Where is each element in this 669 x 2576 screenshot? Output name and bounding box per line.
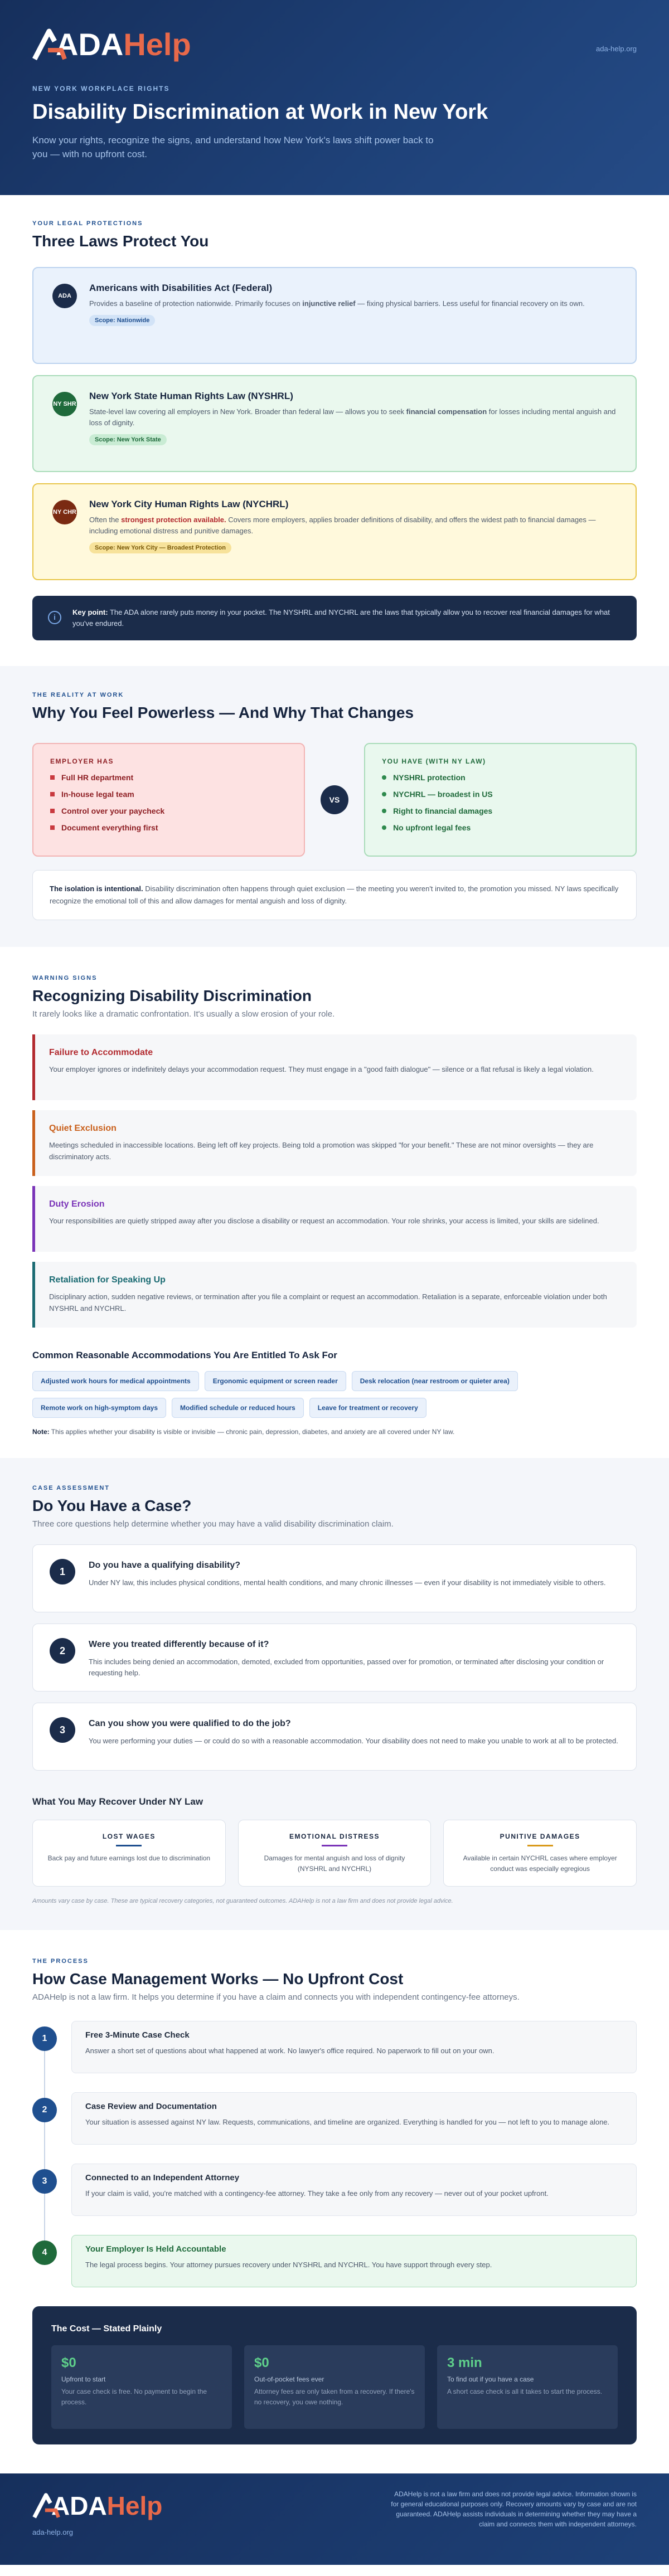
section-label: THE REALITY AT WORK: [32, 692, 124, 698]
cost-text: Your case check is free. No payment to begin the process.: [61, 2388, 207, 2406]
step-text: Answer a short set of questions about what happened at work. No lawyer's office required. No paperwork to fill out on your own.: [85, 2047, 495, 2055]
cost-value: 3 min: [447, 2355, 482, 2370]
law-card-nyshrl: [32, 375, 637, 472]
step-number: 1: [32, 2026, 57, 2051]
hero-title: Disability Discrimination at Work in New York: [32, 100, 488, 124]
list-item: No upfront legal fees: [382, 823, 619, 832]
cost-panel: [32, 2306, 637, 2444]
vs-badge: VS: [321, 785, 348, 814]
section-title: Three Laws Protect You: [32, 232, 209, 250]
accommodation-chip: Remote work on high-symptom days: [32, 1398, 166, 1418]
recover-underline: [322, 1845, 347, 1846]
site-link[interactable]: ada-help.org: [596, 45, 637, 53]
cost-value: $0: [61, 2355, 76, 2370]
question-text: This includes being denied an accommodation, demoted, excluded from opportunities, passed over for promotion, or terminated after disclosing your condition or requesting help.: [89, 1658, 604, 1677]
bullet-icon: [50, 809, 55, 813]
bullet-icon: [50, 775, 55, 780]
cost-cards: [51, 2345, 618, 2429]
logo-ada-text: ADA: [56, 27, 124, 62]
question-title: Can you show you were qualified to do the job?: [89, 1719, 291, 1728]
section-title: Recognizing Disability Discrimination: [32, 987, 312, 1004]
accommodation-chip: Adjusted work hours for medical appointments: [32, 1371, 199, 1391]
section-title: How Case Management Works — No Upfront Cost: [32, 1970, 404, 1987]
list-item: Control over your paycheck: [50, 806, 287, 815]
recover-card: [238, 1820, 432, 1887]
cost-title: The Cost — Stated Plainly: [51, 2324, 162, 2334]
sign-card: [32, 1110, 637, 1176]
question-number: 3: [50, 1717, 75, 1743]
question-text: Under NY law, this includes physical conditions, mental health conditions, and many chronic illnesses — even if your disability is not immediately visible to others.: [89, 1578, 606, 1587]
cost-card: [244, 2345, 425, 2429]
step-card: [71, 2235, 637, 2287]
recover-title: What You May Recover Under NY Law: [32, 1796, 203, 1807]
step-text: Your situation is assessed against NY law. Requests, communications, and timeline are organized. Everything is handled for you — not left to you to manage alone.: [85, 2118, 610, 2126]
cost-card: [51, 2345, 232, 2429]
sign-text: Meetings scheduled in inaccessible locations. Being left off key projects. Being told a promotion was skipped "for your benefit." These are not minor oversights — they are discriminatory acts.: [49, 1141, 594, 1161]
recover-text: Back pay and future earnings lost due to discrimination: [47, 1854, 211, 1862]
disclaimer: Amounts vary case by case. These are typical recovery categories, not guaranteed outcomes. ADAHelp is not a law firm and does not provide legal advice.: [32, 1898, 453, 1904]
recover-cards: [32, 1820, 637, 1887]
question-card: [32, 1624, 637, 1692]
cost-label: To find out if you have a case: [447, 2375, 534, 2383]
list-item: Right to financial damages: [382, 806, 619, 815]
section-title: Why You Feel Powerless — And Why That Changes: [32, 704, 414, 721]
recover-text: Available in certain NYCHRL cases where employer conduct was especially egregious: [463, 1854, 617, 1873]
isolation-callout: The isolation is intentional. Disability discrimination often happens through quiet exclusion — the meeting you weren't invited to, the promotion you missed. NY laws specifically recognize the emotional toll of this and allow damages for mental anguish and loss of dignity.: [32, 870, 637, 920]
accommodation-chip: Modified schedule or reduced hours: [172, 1398, 304, 1418]
recover-underline: [527, 1845, 553, 1846]
logo[interactable]: [32, 28, 637, 61]
warning-section: [0, 947, 669, 1458]
you-box: [364, 743, 637, 857]
recover-heading: EMOTIONAL DISTRESS: [289, 1833, 380, 1840]
recover-card: [32, 1820, 226, 1887]
sign-text: Your responsibilities are quietly stripped away after you disclose a disability or request an accommodation. Your role shrinks, your access is limited, your skills are sidelined.: [49, 1217, 599, 1225]
step-number: 3: [32, 2169, 57, 2194]
law-title: New York City Human Rights Law (NYCHRL): [89, 499, 289, 509]
section-label: WARNING SIGNS: [32, 975, 98, 981]
sign-text: Your employer ignores or indefinitely delays your accommodation request. They must engage in a "good faith dialogue" — silence or a flat refusal is likely a legal violation.: [49, 1065, 594, 1073]
employer-box: [32, 743, 305, 857]
law-card-ada: [32, 267, 637, 364]
cost-label: Out-of-pocket fees ever: [254, 2375, 324, 2383]
law-text: Provides a baseline of protection nationwide. Primarily focuses on injunctive relief — fixing physical barriers. Less useful for financial recovery on its own.: [89, 299, 585, 308]
footer: [0, 2473, 669, 2565]
question-title: Were you treated differently because of it?: [89, 1640, 269, 1649]
recover-underline: [116, 1845, 142, 1846]
step-card: [71, 2092, 637, 2145]
accommodation-chips: [32, 1371, 618, 1418]
sign-title: Retaliation for Speaking Up: [49, 1275, 166, 1285]
step-card: [71, 2021, 637, 2073]
step-title: Free 3-Minute Case Check: [85, 2030, 190, 2040]
bullet-icon: [50, 792, 55, 796]
cost-label: Upfront to start: [61, 2375, 106, 2383]
question-number: 2: [50, 1638, 75, 1664]
section-label: CASE ASSESSMENT: [32, 1485, 110, 1491]
sign-card: [32, 1034, 637, 1100]
step-number: 4: [32, 2240, 57, 2265]
cost-card: [437, 2345, 618, 2429]
hero-subtitle: Know your rights, recognize the signs, and understand how New York's laws shift power back to you — with no upfront cost.: [32, 135, 434, 159]
footer-disclaimer: ADAHelp is not a law firm and does not provide legal advice. Information shown is for general educational purposes only. Recovery amounts vary by case and are not guaranteed. ADAHelp assists individuals in determining whether they may have a claim and connects them with independent attorneys.: [391, 2490, 637, 2528]
section-lead: ADAHelp is not a law firm. It helps you determine if you have a claim and connects you with independent contingency-fee attorneys.: [32, 1992, 520, 2002]
process-step: [32, 2092, 637, 2164]
list-item: NYCHRL — broadest in US: [382, 790, 619, 799]
nyshr-badge: NY SHR: [52, 392, 77, 416]
step-title: Your Employer Is Held Accountable: [85, 2244, 226, 2254]
recover-text: Damages for mental anguish and loss of dignity (NYSHRL and NYCHRL): [264, 1854, 405, 1873]
hero: [0, 0, 669, 195]
nychr-badge: NY CHR: [52, 500, 77, 524]
accommodation-chip: Leave for treatment or recovery: [309, 1398, 426, 1418]
question-text: You were performing your duties — or could do so with a reasonable accommodation. Your disability does not need to make you unable to work at all to be protected.: [89, 1737, 618, 1745]
accommodation-chip: Ergonomic equipment or screen reader: [205, 1371, 346, 1391]
sign-title: Duty Erosion: [49, 1199, 105, 1209]
question-number: 1: [50, 1559, 75, 1585]
list-item: Full HR department: [50, 773, 287, 782]
step-card: [71, 2164, 637, 2216]
scope-badge: Scope: New York City — Broadest Protection: [89, 542, 231, 553]
bullet-icon: [382, 792, 386, 796]
you-heading: YOU HAVE (WITH NY LAW): [382, 757, 486, 765]
list-item: NYSHRL protection: [382, 773, 619, 782]
step-title: Connected to an Independent Attorney: [85, 2173, 240, 2183]
recover-heading: LOST WAGES: [102, 1833, 156, 1840]
list-item: In-house legal team: [50, 790, 287, 799]
question-card: [32, 1544, 637, 1612]
laws-section: [0, 195, 669, 666]
process-section: [0, 1930, 669, 2473]
logo-a-mark: [32, 2492, 61, 2519]
process-step: [32, 2235, 637, 2296]
law-text: State-level law covering all employers in New York. Broader than federal law — allows you to seek financial compensation for losses including mental anguish and loss of dignity.: [89, 407, 616, 427]
bullet-icon: [382, 825, 386, 830]
question-card: [32, 1703, 637, 1771]
bullet-icon: [382, 775, 386, 780]
section-title: Do You Have a Case?: [32, 1497, 192, 1514]
process-step: [32, 2021, 637, 2092]
section-label: YOUR LEGAL PROTECTIONS: [32, 220, 143, 227]
accommodations-title: Common Reasonable Accommodations You Are Entitled To Ask For: [32, 1350, 337, 1360]
sign-text: Disciplinary action, sudden negative reviews, or termination after you file a complaint or request an accommodation. Retaliation is a separate, enforceable violation under both NYSHRL and NYCHRL.: [49, 1292, 607, 1313]
sign-card: [32, 1262, 637, 1328]
power-section: [0, 666, 669, 947]
law-title: New York State Human Rights Law (NYSHRL): [89, 391, 293, 401]
sign-card: [32, 1186, 637, 1252]
scope-badge: Scope: Nationwide: [89, 315, 155, 326]
section-lead: It rarely looks like a dramatic confrontation. It's usually a slow erosion of your role.: [32, 1009, 335, 1019]
sign-title: Failure to Accommodate: [49, 1048, 153, 1057]
law-title: Americans with Disabilities Act (Federal): [89, 283, 273, 293]
process-step: [32, 2164, 637, 2235]
step-title: Case Review and Documentation: [85, 2102, 217, 2111]
recover-card: [443, 1820, 637, 1887]
logo-a-mark: [32, 28, 68, 61]
cost-text: A short case check is all it takes to start the process.: [447, 2388, 603, 2395]
employer-heading: EMPLOYER HAS: [50, 757, 114, 765]
note: Note: This applies whether your disability is visible or invisible — chronic pain, depression, diabetes, and anxiety are all covered under NY law.: [32, 1428, 455, 1436]
keypoint-callout: i Key point: The ADA alone rarely puts money in your pocket. The NYSHRL and NYCHRL are the laws that typically allow you to recover real financial damages for what you've endured.: [32, 596, 637, 640]
accommodation-chip: Desk relocation (near restroom or quieter area): [352, 1371, 518, 1391]
process-steps: [32, 2021, 637, 2296]
logo-help-text: Help: [106, 2491, 163, 2520]
recover-heading: PUNITIVE DAMAGES: [500, 1833, 580, 1840]
question-title: Do you have a qualifying disability?: [89, 1561, 241, 1570]
footer-site-link[interactable]: ada-help.org: [32, 2528, 73, 2536]
step-number: 2: [32, 2098, 57, 2122]
scope-badge: Scope: New York State: [89, 434, 167, 445]
hero-kicker: NEW YORK WORKPLACE RIGHTS: [32, 85, 170, 93]
step-text: If your claim is valid, you're matched with a contingency-fee attorney. They take a fee only from any recovery — never out of your pocket upfront.: [85, 2189, 549, 2198]
step-text: The legal process begins. Your attorney pursues recovery under NYSHRL and NYCHRL. You have support through every step.: [85, 2261, 492, 2269]
section-lead: Three core questions help determine whether you may have a valid disability discrimination claim.: [32, 1519, 394, 1529]
logo-help-text: Help: [123, 27, 191, 62]
ada-badge: ADA: [52, 284, 77, 308]
cost-value: $0: [254, 2355, 269, 2370]
logo-ada-text: ADA: [51, 2491, 107, 2520]
info-icon: i: [48, 611, 61, 624]
sign-title: Quiet Exclusion: [49, 1124, 117, 1133]
cost-text: Attorney fees are only taken from a recovery. If there's no recovery, you owe nothing.: [254, 2388, 415, 2406]
law-card-nychrl: [32, 483, 637, 580]
comparison: [32, 743, 637, 857]
case-section: [0, 1458, 669, 1930]
law-text: Often the strongest protection available. Covers more employers, applies broader definitions of disability, and offers the widest path to financial damages — including emotional distress and punitive damages.: [89, 516, 596, 535]
bullet-icon: [382, 809, 386, 813]
bullet-icon: [50, 825, 55, 830]
section-label: THE PROCESS: [32, 1958, 89, 1965]
list-item: Document everything first: [50, 823, 287, 832]
